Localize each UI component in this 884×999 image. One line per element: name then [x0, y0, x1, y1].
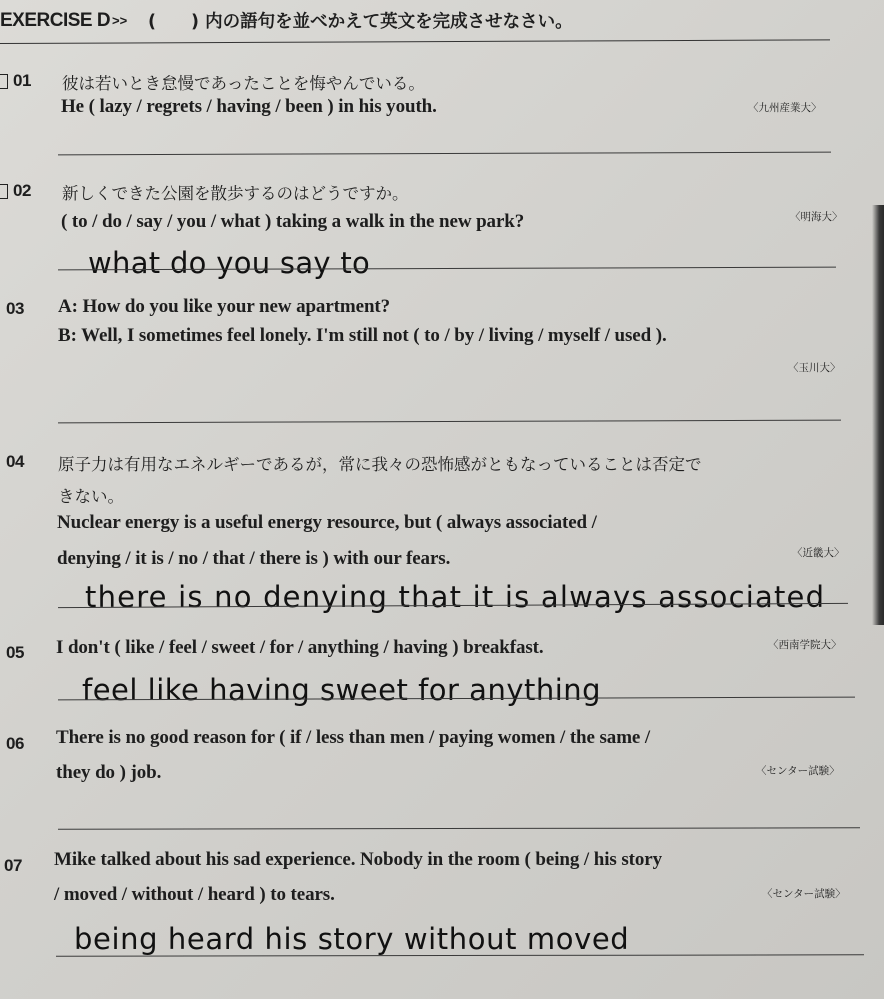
answer-line[interactable]	[58, 152, 831, 156]
english-prompt-line-a: A: How do you like your new apartment?	[58, 296, 391, 317]
english-prompt-line-2: / moved / without / heard ) to tears.	[54, 884, 335, 905]
item-number: 04	[6, 452, 24, 471]
item-number: 03	[6, 299, 24, 318]
item-number: 02	[13, 181, 31, 200]
source-citation: 〈西南学院大〉	[768, 639, 842, 651]
answer-line[interactable]	[58, 827, 860, 829]
japanese-sentence-line-1: 原子力は有用なエネルギーであるが，常に我々の恐怖感がともなっていることは否定で	[58, 455, 702, 474]
english-prompt-line-1: Nuclear energy is a useful energy resource, but ( always associated /	[57, 512, 597, 533]
handwritten-answer: what do you say to	[88, 246, 371, 280]
exercise-instruction: ( ) 内の語句を並べかえて英文を完成させなさい。	[148, 12, 573, 32]
japanese-sentence: 新しくできた公園を散歩するのはどうですか。	[62, 184, 409, 203]
checkbox-icon[interactable]	[0, 74, 8, 89]
english-prompt-line-1: There is no good reason for ( if / less than men / paying women / the same /	[56, 727, 651, 748]
english-prompt: He ( lazy / regrets / having / been ) in his youth.	[61, 96, 437, 117]
handwritten-answer: there is no denying that it is always associated	[85, 580, 826, 614]
header-divider	[0, 39, 830, 44]
item-number: 01	[13, 71, 31, 90]
english-prompt: I don't ( like / feel / sweet / for / anything / having ) breakfast.	[56, 637, 544, 658]
source-citation: 〈センター試験〉	[762, 888, 846, 900]
answer-line[interactable]	[58, 420, 841, 424]
source-citation: 〈九州産業大〉	[748, 102, 822, 114]
english-prompt-line-2: they do ) job.	[56, 762, 162, 783]
double-arrow-icon: >>	[112, 13, 128, 28]
japanese-sentence-line-2: きない。	[58, 487, 124, 506]
answer-line[interactable]	[56, 954, 864, 956]
item-number: 05	[6, 643, 24, 662]
english-prompt: ( to / do / say / you / what ) taking a walk in the new park?	[61, 211, 525, 232]
source-citation: 〈玉川大〉	[788, 362, 841, 374]
english-prompt-line-2: denying / it is / no / that / there is ) with our fears.	[57, 548, 451, 569]
item-number: 07	[4, 856, 22, 875]
item-number: 06	[6, 734, 24, 753]
source-citation: 〈明海大〉	[790, 211, 843, 223]
source-citation: 〈近畿大〉	[792, 547, 845, 559]
exercise-header	[0, 4, 884, 34]
checkbox-icon[interactable]	[0, 184, 8, 199]
page-edge-shadow	[872, 205, 884, 625]
handwritten-answer: feel like having sweet for anything	[82, 673, 602, 707]
source-citation: 〈センター試験〉	[756, 765, 840, 777]
english-prompt-line-1: Mike talked about his sad experience. Nobody in the room ( being / his story	[54, 849, 662, 870]
exercise-title: EXERCISE D	[0, 10, 111, 31]
handwritten-answer: being heard his story without moved	[74, 922, 630, 956]
english-prompt-line-b: B: Well, I sometimes feel lonely. I'm still not ( to / by / living / myself / used ).	[58, 325, 667, 346]
japanese-sentence: 彼は若いとき怠慢であったことを悔やんでいる。	[62, 74, 425, 93]
